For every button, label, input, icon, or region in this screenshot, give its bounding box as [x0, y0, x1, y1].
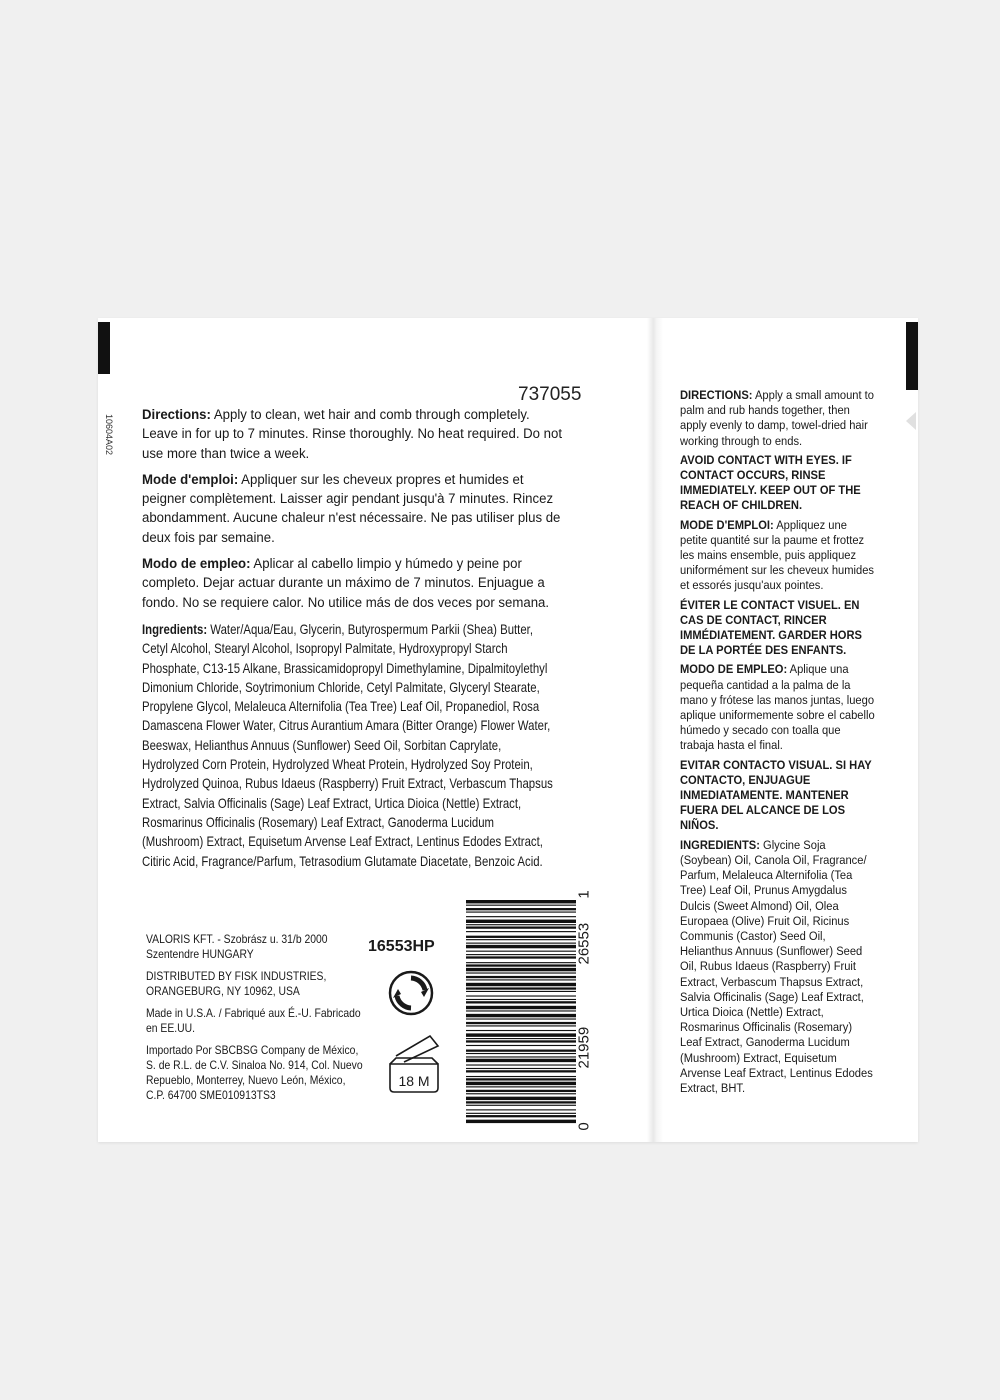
barcode-bar	[466, 1090, 576, 1092]
ingredients-right	[680, 838, 876, 1096]
barcode-bar	[466, 926, 576, 928]
warning-es: EVITAR CONTACTO VISUAL. SI HAY CONTACTO, ENJUAGUE INMEDIATAMENTE. MANTENER FUERA DEL ALCANCE DE LOS NIÑOS.	[680, 757, 872, 833]
directions-en-right	[680, 388, 876, 449]
directions-fr	[142, 471, 566, 548]
barcode-bar	[466, 1010, 576, 1011]
barcode-bar	[466, 943, 576, 944]
barcode-bar	[466, 939, 576, 940]
barcode-bar	[466, 999, 576, 1000]
barcode-bar	[466, 905, 576, 906]
warning-en: AVOID CONTACT WITH EYES. IF CONTACT OCCURS, RINSE IMMEDIATELY. KEEP OUT OF THE REACH OF CHILDREN.	[680, 452, 861, 513]
product-code: 16553HP	[368, 938, 435, 955]
tear-notch	[906, 412, 916, 430]
barcode-bar	[466, 1082, 576, 1085]
green-dot-recycle-icon	[388, 970, 434, 1016]
lot-number: 737055	[518, 384, 582, 405]
barcode-bar	[466, 1014, 576, 1017]
modo-empleo-label-right: MODO DE EMPLEO:	[680, 662, 788, 677]
barcode-bar	[466, 900, 576, 903]
barcode-bar	[466, 1056, 576, 1057]
barcode-bar	[466, 1040, 576, 1042]
barcode-bar	[466, 956, 576, 958]
barcode-bar	[466, 1033, 576, 1036]
barcode-bar	[466, 1006, 576, 1009]
mode-emploi-text: Appliquer sur les cheveux propres et humides et peigner complètement. Laisser agir pendant jusqu'à 7 minutes. Rincez abondamment. Aucune chaleur n'est nécessaire. Ne pas utiliser plus de deux fois par semaine.	[142, 471, 561, 546]
barcode-bar	[466, 920, 576, 923]
modo-empleo-text-right: Aplique una pequeña cantidad a la palma de la mano y frótese las manos juntas, luego aplique uniformemente sobre el cabello húmedo y secado con toalla que trabaja hasta el final.	[680, 662, 875, 753]
distributor-address: DISTRIBUTED BY FISK INDUSTRIES, ORANGEBURG, NY 10962, USA	[146, 969, 327, 998]
barcode-bar	[466, 936, 576, 938]
mode-emploi-text-right: Appliquez une petite quantité sur la paume et frottez les mains ensemble, puis appliquez uniformément sur les cheveux humides et essorés jusqu'aux pointes.	[680, 517, 875, 593]
barcode-bar	[466, 1018, 576, 1019]
barcode	[466, 898, 576, 1124]
mode-emploi-label: Mode d'emploi:	[142, 471, 239, 488]
barcode-bar	[466, 912, 576, 913]
directions-es-right	[680, 662, 876, 753]
directions-label-right: DIRECTIONS:	[680, 388, 753, 402]
ingredients-label-right: INGREDIENTS:	[680, 837, 760, 852]
side-code: 10604A02	[104, 414, 114, 456]
barcode-bar	[466, 1053, 576, 1054]
barcode-bar	[466, 1030, 576, 1031]
barcode-digits	[576, 886, 592, 1136]
mode-emploi-label-right: MODE D'EMPLOI:	[680, 517, 774, 532]
barcode-bar	[466, 1068, 576, 1069]
barcode-digit-3: 1	[575, 890, 593, 899]
barcode-bar	[466, 979, 576, 980]
barcode-bar	[466, 945, 576, 948]
importer-address: Importado Por SBCBSG Company de México, S. de R.L. de C.V. Sinaloa No. 914, Col. Nuevo Repueblo, Monterrey, Nuevo León, México, C.P. 64700 SME010913TS3	[146, 1043, 363, 1102]
seal-fold	[647, 318, 663, 1142]
barcode-bar	[466, 908, 576, 910]
barcode-bar	[466, 968, 576, 971]
directions-text-right: Apply a small amount to palm and rub hands together, then apply evenly to damp, towel-dried hair working through to ends.	[680, 388, 874, 448]
barcode-bar	[466, 964, 576, 966]
ingredients-text-right: Glycine Soja (Soybean) Oil, Canola Oil, Fragrance/ Parfum, Melaleuca Alternifolia (Tea Tree) Leaf Oil, Prunus Amygdalus Dulcis (Sweet Almond) Oil, Olea Europaea (Olive) Fruit Oil, Ricinus Communis (Castor) Seed Oil, Helianthus Annuus (Sunflower) Seed Oil, Rubus Idaeus (Raspberry) Fruit Extract, Verbascum Thapsus Extract, Salvia Officinalis (Sage) Leaf Extract, Urtica Dioica (Nettle) Extract, Rosmarinus Officinalis (Rosemary) Leaf Extract, Ganoderma Lucidum (Mushroom) Extract, Equisetum Arvense Leaf Extract, Lentinus Edodes Extract, BHT.	[680, 837, 873, 1095]
registration-mark-left	[98, 322, 110, 374]
made-in: Made in U.S.A. / Fabriqué aux É.-U. Fabricado en EE.UU.	[146, 1006, 361, 1035]
barcode-bar	[466, 1025, 576, 1026]
barcode-bar	[466, 954, 576, 955]
barcode-bar	[466, 1097, 576, 1100]
directions-en	[142, 406, 566, 464]
barcode-bar	[466, 951, 576, 952]
barcode-bar	[466, 1059, 576, 1062]
barcode-bar	[466, 931, 576, 932]
barcode-bar	[466, 1038, 576, 1039]
modo-empleo-label: Modo de empleo:	[142, 556, 251, 573]
barcode-bar	[466, 1064, 576, 1065]
barcode-bar	[466, 1105, 576, 1106]
barcode-bar	[466, 1113, 576, 1114]
barcode-bar	[466, 995, 576, 996]
barcode-bar	[466, 1115, 576, 1117]
barcode-digit-1: 21959	[575, 1026, 593, 1069]
barcode-bar	[466, 983, 576, 986]
directions-fr-right	[680, 518, 876, 594]
barcode-bar	[466, 1070, 576, 1072]
directions-es	[142, 555, 566, 613]
barcode-digit-2: 26553	[575, 922, 593, 965]
barcode-bar	[466, 1050, 576, 1052]
barcode-bar	[466, 1022, 576, 1024]
ingredients-label: Ingredients:	[142, 621, 208, 637]
ingredients-text: Water/Aqua/Eau, Glycerin, Butyrospermum Parkii (Shea) Butter, Cetyl Alcohol, Stearyl Alcohol, Isopropyl Palmitate, Hydroxypropyl Starch Phosphate, C13-15 Alkane, Brassicamidopropyl Dimethylamine, Dipalmitoylethyl Dimonium Chloride, Soytrimonium Chloride, Cetyl Palmitate, Glyceryl Stearate, Propylene Glycol, Melaleuca Alternifolia (Tea Tree) Leaf Oil, Propanediol, Rosa Damascena Flower Water, Citrus Aurantium Amara (Bitter Orange) Flower Water, Beeswax, Helianthus Annuus (Sunflower) Seed Oil, Sorbitan Caprylate, Hydrolyzed Corn Protein, Hydrolyzed Wheat Protein, Hydrolyzed Soy Protein, Hydrolyzed Quinoa, Rubus Idaeus (Raspberry) Fruit Extract, Verbascum Thapsus Extract, Salvia Officinalis (Sage) Leaf Extract, Urtica Dioica (Nettle) Extract, Rosmarinus Officinalis (Rosemary) Leaf Extract, Ganoderma Lucidum (Mushroom) Extract, Equisetum Arvense Leaf Extract, Lentinus Edodes Extract, Citiric Acid, Fragrance/Parfum, Tetrasodium Glutamate Diacetate, Benzoic Acid.	[142, 621, 553, 869]
barcode-bar	[466, 972, 576, 973]
barcode-bar	[466, 1120, 576, 1123]
barcode-bar	[466, 1086, 576, 1087]
barcode-bar	[466, 987, 576, 989]
barcode-bar	[466, 924, 576, 925]
sachet-packet	[98, 318, 918, 1142]
left-panel-text	[142, 406, 566, 878]
right-panel-text	[680, 388, 876, 1100]
barcode-bar	[466, 1101, 576, 1103]
barcode-bar	[466, 1109, 576, 1110]
barcode-bar	[466, 976, 576, 978]
barcode-bar	[466, 1078, 576, 1080]
barcode-bar	[466, 1001, 576, 1003]
barcode-bar	[466, 1076, 576, 1077]
directions-label: Directions:	[142, 407, 211, 423]
directions-text: Apply to clean, wet hair and comb through completely. Leave in for up to 7 minutes. Rinse thoroughly. No heat required. Do not use more than twice a week.	[142, 407, 563, 462]
registration-mark-right	[906, 322, 918, 390]
ingredients-list	[142, 620, 555, 871]
pao-label: 18 M	[398, 1073, 430, 1089]
barcode-bar	[466, 991, 576, 992]
manufacturer-address: VALORIS KFT. - Szobrász u. 31/b 2000 Szentendre HUNGARY	[146, 932, 328, 961]
company-info	[146, 932, 366, 1110]
warning-fr: ÉVITER LE CONTACT VISUEL. EN CAS DE CONTACT, RINCER IMMÉDIATEMENT. GARDER HORS DE LA PORTÉE DES ENFANTS.	[680, 597, 862, 658]
barcode-digit-0: 0	[575, 1122, 593, 1131]
modo-empleo-text: Aplicar al cabello limpio y húmedo y peine por completo. Dejar actuar durante un máximo de 7 minutos. Enjuague a fondo. No se requiere calor. No utilice más de dos veces por semana.	[142, 556, 550, 611]
barcode-bar	[466, 962, 576, 963]
barcode-bar	[466, 1045, 576, 1046]
barcode-bar	[466, 916, 576, 917]
barcode-bar	[466, 1093, 576, 1094]
